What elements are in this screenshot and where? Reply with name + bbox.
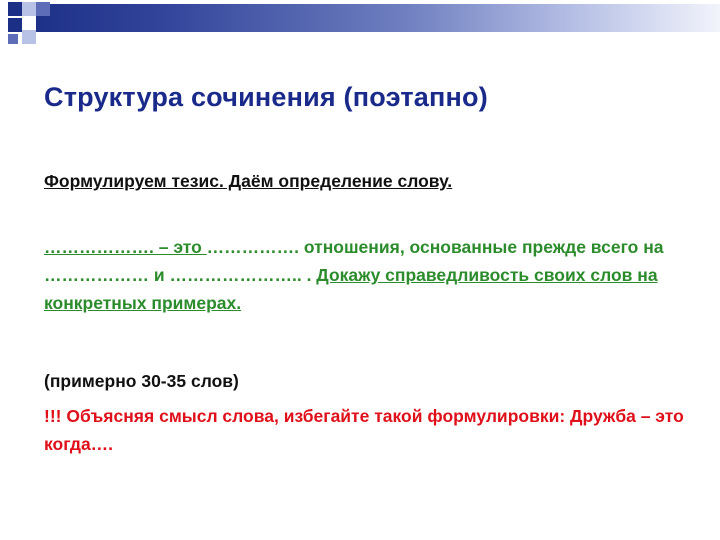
header-decoration <box>0 0 720 60</box>
template-blank: ………………. – это <box>44 237 207 257</box>
word-count-note: (примерно 30-35 слов) <box>44 371 239 391</box>
step-instruction: Формулируем тезис. Даём определение слову. <box>44 171 453 191</box>
slide-title: Структура сочинения (поэтапно) <box>44 82 488 112</box>
definition-template <box>44 233 684 317</box>
warning-note: !!! Объясняя смысл слова, избегайте такой формулировки: Дружба – это когда…. <box>44 406 684 454</box>
decor-square-light <box>22 2 36 16</box>
decor-square-dark <box>8 18 22 32</box>
decor-square-dark <box>8 2 22 16</box>
header-gradient-bar <box>22 4 720 32</box>
decor-square-white <box>22 16 36 30</box>
decor-square-mid <box>36 2 50 16</box>
decor-square-mid <box>8 34 18 44</box>
template-text: ……………. отношения, основанные прежде всего на ……………… и ………………….. . <box>44 237 664 285</box>
decor-square-light <box>22 30 36 44</box>
template-proof-note: Докажу справедливость своих слов на конкретных примерах. <box>44 265 658 313</box>
